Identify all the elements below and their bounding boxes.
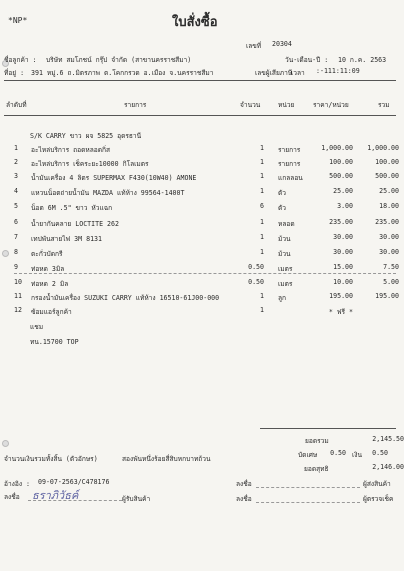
row-unit: รายการ	[278, 160, 301, 168]
row-total: 235.00	[375, 218, 399, 226]
date-label: วัน-เดือน-ปี :	[285, 56, 329, 64]
net-label: ยอดสุทธิ	[304, 465, 329, 473]
subtotal-value: 2,145.50	[372, 435, 404, 443]
row-price: 195.00	[329, 292, 353, 300]
col-price-header: ราคา/หน่วย	[313, 101, 349, 109]
row-unit: ลูก	[278, 294, 287, 302]
row-price: 25.00	[333, 187, 353, 195]
net-value: 2,146.00	[372, 463, 404, 471]
row-price: 15.00	[333, 263, 353, 271]
table-row	[0, 248, 400, 260]
table-row	[0, 278, 400, 290]
row-desc: ท่อหด 3มิล	[31, 265, 65, 273]
time-label: เวลา	[291, 69, 305, 77]
discount-pct: 0.50	[330, 449, 346, 457]
row-idx: 1	[14, 144, 18, 152]
customer-name-label: ชื่อลูกค้า :	[4, 56, 37, 64]
row-unit: ม้วน	[278, 235, 291, 243]
table-header-divider	[4, 115, 396, 116]
row-price: 10.00	[333, 278, 353, 286]
row-price: 30.00	[333, 233, 353, 241]
amount-words-label: จำนวนเงินรวมทั้งสิ้น (ตัวอักษร)	[4, 455, 98, 463]
note-line: ทน.15700 TOP	[30, 338, 79, 346]
row-price: 1,000.00	[321, 144, 353, 152]
row-idx: 7	[14, 233, 18, 241]
row-qty: 0.50	[248, 263, 264, 271]
row-total: 100.00	[375, 158, 399, 166]
table-row	[0, 158, 400, 170]
col-desc-header: รายการ	[124, 101, 147, 109]
row-qty: 1	[260, 187, 264, 195]
row-desc: ตะกั่วบัดกรี	[31, 250, 63, 258]
col-qty-header: จำนวน	[240, 101, 261, 109]
row-desc: น็อต 6M .5" ขาว หัวแฉก	[31, 204, 113, 212]
row-price: 3.00	[337, 202, 353, 210]
row-unit: ตัว	[278, 204, 286, 212]
row-desc: แหวนน็อตถ่ายน้ำมัน MAZDA แท้ห้าง 99564-1400T	[31, 189, 185, 197]
subtotal-label: ยอดรวม	[305, 437, 329, 445]
row-divider	[14, 273, 396, 274]
customer-address: 391 หมู่.6 ถ.มิตรภาพ ต.โคกกรวด อ.เมือง จ.นครราชสีมา	[31, 69, 214, 77]
row-qty: 1	[260, 292, 264, 300]
row-unit: ม้วน	[278, 250, 291, 258]
discount-unit-label: เงิน	[352, 451, 362, 459]
row-qty: 1	[260, 248, 264, 256]
col-unit-header: หน่วย	[278, 101, 295, 109]
table-row	[0, 144, 400, 156]
row-total: 1,000.00	[367, 144, 399, 152]
vehicle-info: S/K CARRY ขาว ผจ 5825 อุดรธานี	[30, 132, 142, 140]
row-qty: 1	[260, 233, 264, 241]
sign-line	[256, 487, 360, 488]
row-unit: หลอด	[278, 220, 295, 228]
doc-no-label: เลขที่	[246, 42, 262, 50]
tax-id-label: เลขผู้เสียภาษี	[255, 69, 293, 77]
row-total: 7.50	[383, 263, 399, 271]
row-idx: 4	[14, 187, 18, 195]
row-idx: 6	[14, 218, 18, 226]
row-total: 18.00	[379, 202, 399, 210]
row-price: * ฟรี *	[328, 308, 353, 316]
row-total: 195.00	[375, 292, 399, 300]
row-idx: 9	[14, 263, 18, 271]
table-row	[0, 306, 400, 318]
header-divider	[4, 80, 396, 81]
row-qty: 1	[260, 158, 264, 166]
row-price: 235.00	[329, 218, 353, 226]
sign-line	[28, 500, 122, 501]
row-total: 30.00	[379, 248, 399, 256]
row-desc: น้ำยากันคลาย LOCTITE 262	[31, 220, 119, 228]
row-desc: อะไหล่บริการ ถอดหลอดกิ่ส	[31, 146, 111, 154]
note-line: แชม	[30, 323, 44, 331]
row-idx: 12	[14, 306, 22, 314]
summary-divider	[260, 428, 396, 429]
discount-amount: 0.50	[372, 449, 388, 457]
row-unit: เมตร	[278, 265, 293, 273]
table-row	[0, 233, 400, 245]
receiver-sign-label: ลงชื่อ	[4, 493, 20, 501]
receiver-role: ผู้รับสินค้า	[122, 495, 151, 503]
row-idx: 3	[14, 172, 18, 180]
table-row	[0, 187, 400, 199]
handwritten-signature: ธราภิวัธค์	[32, 489, 79, 502]
row-idx: 10	[14, 278, 22, 286]
row-price: 100.00	[329, 158, 353, 166]
row-qty: 1	[260, 144, 264, 152]
address-label: ที่อยู่ :	[4, 69, 25, 77]
table-header	[0, 99, 400, 111]
row-desc: ซ้อมแอร์ลูกค้า	[31, 308, 72, 316]
row-desc: อะไหล่บริการ เช็คระยะ10000 กิโลเมตร	[31, 160, 149, 168]
row-desc: ท่อหด 2 มิล	[31, 280, 69, 288]
row-idx: 11	[14, 292, 22, 300]
row-price: 500.00	[329, 172, 353, 180]
sender-role: ผู้ส่งสินค้า	[363, 480, 391, 488]
row-qty: 0.50	[248, 278, 264, 286]
sender-sign-label: ลงชื่อ	[236, 480, 252, 488]
row-unit: เมตร	[278, 280, 293, 288]
doc-no: 20304	[272, 40, 292, 48]
row-idx: 5	[14, 202, 18, 210]
checker-role: ผู้ตรวจเช็ค	[363, 495, 394, 503]
ref-value: 09-07-2563/C478176	[38, 478, 110, 486]
page-title: ใบสั่งซื้อ	[172, 15, 218, 30]
row-idx: 8	[14, 248, 18, 256]
col-idx-header: ลำดับที่	[6, 101, 27, 109]
row-unit: แกลลอน	[278, 174, 303, 182]
row-total: 5.00	[383, 278, 399, 286]
np-mark: *NP*	[8, 16, 28, 25]
doc-date: 10 ก.ค. 2563	[338, 56, 387, 64]
row-idx: 2	[14, 158, 18, 166]
row-qty: 1	[260, 218, 264, 226]
row-unit: รายการ	[278, 146, 301, 154]
table-row	[0, 202, 400, 214]
checker-sign-label: ลงชื่อ	[236, 495, 252, 503]
discount-label: บัดเศษ	[298, 451, 318, 459]
row-qty: 6	[260, 202, 264, 210]
row-total: 30.00	[379, 233, 399, 241]
row-total: 25.00	[379, 187, 399, 195]
ref-label: อ้างอิง :	[4, 480, 31, 488]
col-total-header: รวม	[378, 101, 390, 109]
row-qty: 1	[260, 306, 264, 314]
row-desc: กรองน้ำมันเครื่อง SUZUKI CARRY แท้ห้าง 16510-61J00-000	[31, 294, 220, 302]
punch-hole	[2, 440, 9, 447]
table-row	[0, 172, 400, 184]
amount-words: สองพันหนึ่งร้อยสี่สิบหกบาทถ้วน	[122, 455, 211, 463]
sign-line	[256, 502, 360, 503]
row-desc: น้ำมันเครื่อง 4 ลิตร SUPERMAX F430(10W40) AMONE	[31, 174, 197, 182]
customer-name: บริษัท สมโภชน์ กรุ๊ป จำกัด (สาขานครราชสีมา)	[46, 56, 192, 64]
table-row	[0, 218, 400, 230]
row-unit: ตัว	[278, 189, 286, 197]
row-price: 30.00	[333, 248, 353, 256]
row-qty: 1	[260, 172, 264, 180]
row-desc: เทปพันสายไฟ 3M 8131	[31, 235, 102, 243]
row-total: 500.00	[375, 172, 399, 180]
tax-time-value: :-111:11:09	[316, 67, 360, 75]
table-row	[0, 292, 400, 304]
